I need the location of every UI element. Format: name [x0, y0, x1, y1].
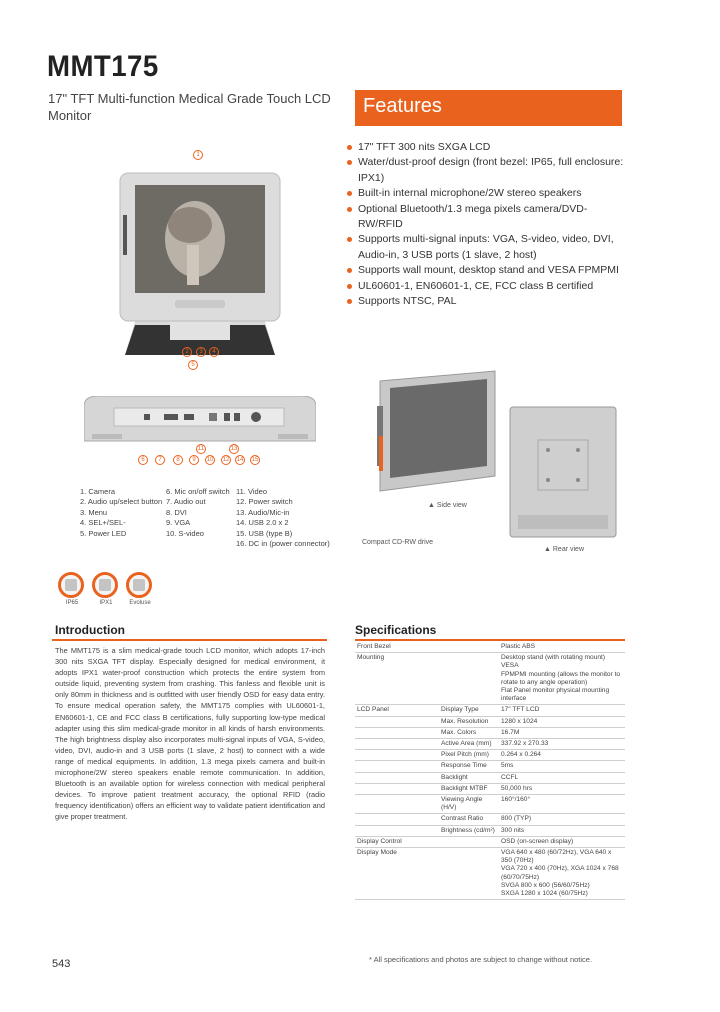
callout-marker: 1: [193, 150, 203, 160]
feature-item: Supports multi-signal inputs: VGA, S-video, video, DVI, Audio-in, 3 USB ports (1 slave, 2 host): [346, 232, 626, 263]
spec-val: 337.92 x 270.33: [501, 740, 549, 748]
callout-marker: 9: [189, 455, 199, 465]
spec-cat: Display Control: [357, 837, 402, 845]
spec-val: 300 nits: [501, 826, 525, 834]
spec-row: [355, 716, 625, 727]
part-item: 11. Video: [236, 487, 267, 496]
page-number: 543: [52, 958, 71, 970]
feature-item: Water/dust-proof design (front bezel: IP65, full enclosure: IPX1): [346, 155, 626, 186]
part-item: 3. Menu: [80, 507, 108, 517]
product-model-title: MMT175: [47, 50, 159, 83]
callout-marker: 12: [222, 457, 230, 463]
spec-row: [355, 795, 625, 814]
evoluse-icon: Evoluse: [126, 572, 154, 606]
feature-item: UL60601-1, EN60601-1, CE, FCC class B certified: [346, 279, 626, 294]
spec-sub: [439, 653, 499, 705]
spec-row: [355, 772, 625, 783]
callout-marker: 13: [230, 446, 238, 452]
spec-sub: Backlight MTBF: [441, 784, 488, 792]
spec-row: [355, 642, 625, 653]
spec-val: Plastic ABS: [501, 643, 536, 650]
spec-row: [355, 750, 625, 761]
spec-row: [355, 783, 625, 794]
spec-cat: Front Bezel: [357, 643, 391, 650]
introduction-text: The MMT175 is a slim medical-grade touch LCD monitor, which adopts 17-inch 300 nits SXGA TFT display. Especially designed for medical environment, it adopts IPX1 water-proof construction which protects the entire system from outside liquid, preventing system from crashing. This fanless and flexible unit is only 80mm in thickness and is outfitted with user friendly OSD for easy data entry. To ensure medical operation safety, the MMT175 complies with UL60601-1, EN60601-1, CE and FCC class B certifications, fully supporting low-type medical adapter using this slim medical-grade monitor in all kinds of harsh environments. The high brightness display also incorporates multi-signal inputs of VGA, S-video, video, DVI, audio-in and 3 USB ports (1 slave, 2 host) to connect with a wide range of medical equipments. In addition, 1.3 mega pixels camera and built-in microphone/2W stereo speakers enable remote communication. In addition, Bluetooth is an available option for wireless connection with medical peripheral devices. To improve patient treatment accuracy, the optional RFID (radio frequency identification) offers an efficient way to validate patient identification and give proper treatment.: [55, 646, 325, 822]
callout-marker: 8: [173, 455, 183, 465]
spec-row: [355, 848, 625, 900]
spec-cat: [355, 750, 439, 761]
introduction-heading: Introduction: [55, 623, 125, 637]
spec-cat: [355, 814, 439, 825]
spec-row: [355, 761, 625, 772]
side-view-caption: ▲ Side view: [428, 502, 467, 509]
spec-val: 17" TFT LCD: [501, 706, 540, 714]
spec-sub: Max. Colors: [441, 728, 477, 736]
features-list: [346, 140, 626, 309]
spec-sub: Display Type: [441, 706, 479, 714]
spec-val: 50,000 hrs: [501, 784, 533, 792]
spec-val: Desktop stand (with rotating mount) VESA FPMPMI mounting (allows the monitor to rotate to any angle operation) Flat Panel monitor physical mounting interface: [501, 654, 621, 703]
monitor-front-image: [115, 155, 285, 370]
callout-marker: 6: [138, 455, 148, 465]
part-item: 2. Audio up/select button: [80, 497, 163, 507]
product-subtitle: 17" TFT Multi-function Medical Grade Touch LCD Monitor: [48, 91, 331, 123]
monitor-side-image: [375, 366, 500, 506]
spec-sub: Pixel Pitch (mm): [441, 751, 489, 759]
parts-list-col3: [236, 487, 330, 549]
part-item: 4. SEL+/SEL-: [80, 518, 126, 528]
callout-marker: 14: [236, 457, 244, 463]
part-item: 1. Camera: [80, 487, 116, 496]
part-item: 15. USB (type B): [236, 528, 293, 538]
ipx1-icon: IPX1: [92, 572, 120, 606]
specifications-rule: [355, 639, 625, 641]
features-header: Features: [355, 90, 622, 126]
parts-list-col1: [80, 487, 162, 539]
spec-sub: Response Time: [441, 762, 487, 770]
footnote: * All specifications and photos are subject to change without notice.: [369, 955, 593, 964]
spec-val: 160°/160°: [501, 796, 531, 804]
callout-marker: 11: [197, 446, 205, 452]
spec-row: [355, 825, 625, 836]
callout-marker: 3: [196, 347, 206, 357]
part-item: 12. Power switch: [236, 497, 293, 507]
spec-cat: [355, 795, 439, 814]
rear-view-caption: ▲ Rear view: [544, 546, 584, 553]
callout-marker: 2: [182, 347, 192, 357]
spec-val: VGA 640 x 480 (60/72Hz), VGA 640 x 350 (70Hz) VGA 720 x 400 (70Hz), XGA 1024 x 768 (60/70/75Hz) SVGA 800 x 600 (56/60/75Hz) SXGA 1280 x 1024 (60/75Hz): [501, 849, 619, 898]
spec-cat: [355, 716, 439, 727]
spec-row: [355, 739, 625, 750]
ip65-icon: IP65: [58, 572, 86, 606]
feature-item: Supports NTSC, PAL: [346, 294, 626, 309]
part-item: 13. Audio/Mic-in: [236, 507, 290, 517]
monitor-back-image: [84, 396, 316, 448]
part-item: 14. USB 2.0 x 2: [236, 518, 289, 528]
feature-item: 17" TFT 300 nits SXGA LCD: [346, 140, 626, 155]
spec-val: 0.264 x 0.264: [501, 751, 541, 759]
spec-val: 5ms: [501, 762, 514, 770]
spec-cat: [355, 772, 439, 783]
certification-icons: [58, 572, 154, 606]
spec-val: 16.7M: [501, 728, 520, 736]
callout-marker: 10: [206, 457, 214, 463]
spec-row: [355, 705, 625, 716]
spec-val: 800 (TYP): [501, 815, 532, 823]
spec-cat: [355, 739, 439, 750]
introduction-rule: [52, 639, 327, 641]
part-item: 6. Mic on/off switch: [166, 487, 230, 496]
parts-list-col2: [166, 487, 230, 539]
cd-drive-caption: Compact CD-RW drive: [362, 539, 434, 546]
part-item: 9. VGA: [166, 518, 191, 528]
spec-sub: [439, 642, 499, 653]
part-item: 10. S-video: [166, 528, 204, 538]
spec-cat: LCD Panel: [357, 706, 389, 714]
part-item: 8. DVI: [166, 507, 187, 517]
spec-val: CCFL: [501, 773, 519, 781]
spec-row: [355, 814, 625, 825]
feature-item: Supports wall mount, desktop stand and VESA FPMPMI: [346, 263, 626, 278]
spec-cat: Mounting: [357, 654, 385, 662]
part-item: 5. Power LED: [80, 528, 127, 538]
spec-sub: [439, 848, 499, 900]
monitor-rear-image: [508, 405, 618, 539]
spec-cat: [355, 783, 439, 794]
feature-item: Built-in internal microphone/2W stereo speakers: [346, 186, 626, 201]
spec-val: OSD (on-screen display): [501, 837, 574, 845]
spec-row: [355, 836, 625, 847]
spec-sub: Contrast Ratio: [441, 815, 484, 823]
spec-row: [355, 653, 625, 705]
callout-marker: 5: [188, 360, 198, 370]
feature-item: Optional Bluetooth/1.3 mega pixels camera/DVD-RW/RFID: [346, 202, 626, 233]
spec-sub: [439, 836, 499, 847]
callout-marker: 7: [155, 455, 165, 465]
specifications-heading: Specifications: [355, 623, 437, 637]
spec-sub: Viewing Angle (H/V): [441, 796, 483, 812]
spec-val: 1280 x 1024: [501, 717, 538, 725]
spec-cat: [355, 761, 439, 772]
part-item: 7. Audio out: [166, 497, 206, 507]
spec-cat: Display Mode: [357, 849, 397, 857]
spec-cat: [355, 727, 439, 738]
callout-marker: 15: [251, 457, 259, 463]
spec-sub: Backlight: [441, 773, 468, 781]
part-item: 16. DC in (power connector): [236, 539, 330, 549]
spec-sub: Active Area (mm): [441, 740, 492, 748]
spec-row: [355, 727, 625, 738]
spec-sub: Brightness (cd/m²): [441, 826, 495, 834]
callout-marker: 4: [209, 347, 219, 357]
spec-cat: [355, 825, 439, 836]
specifications-table: [355, 642, 625, 900]
spec-sub: Max. Resolution: [441, 717, 489, 725]
